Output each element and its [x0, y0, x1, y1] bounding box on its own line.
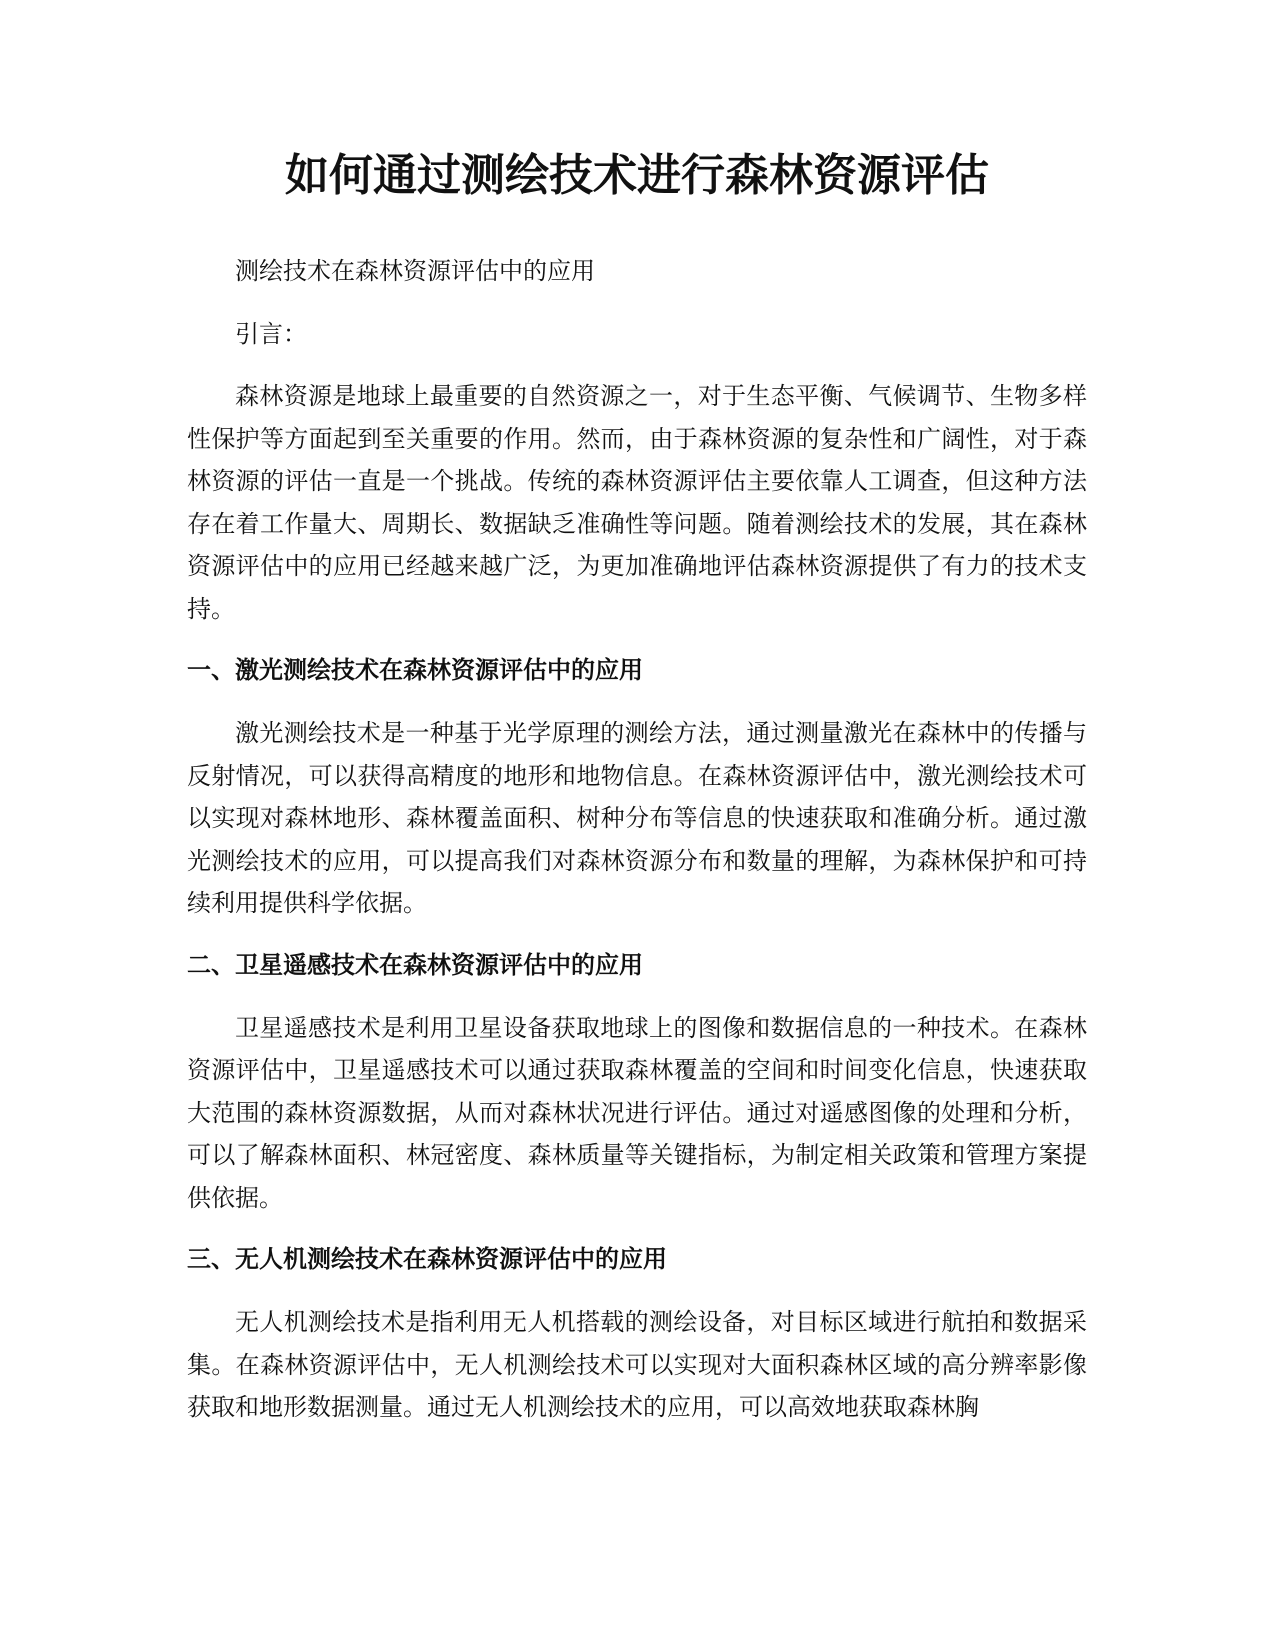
section-paragraph-satellite: 卫星遥感技术是利用卫星设备获取地球上的图像和数据信息的一种技术。在森林资源评估中，卫星遥感技术可以通过获取森林覆盖的空间和时间变化信息，快速获取大范围的森林资源数据，从而对森林状况进行评估。通过对遥感图像的处理和分析，可以了解森林面积、林冠密度、森林质量等关键指标，为制定相关政策和管理方案提供依据。 — [187, 1013, 1087, 1212]
intro-paragraph: 森林资源是地球上最重要的自然资源之一，对于生态平衡、气候调节、生物多样性保护等方面起到至关重要的作用。然而，由于森林资源的复杂性和广阔性，对于森林资源的评估一直是一个挑战。传统的森林资源评估主要依靠人工调查，但这种方法存在着工作量大、周期长、数据缺乏准确性等问题。随着测绘技术的发展，其在森林资源评估中的应用已经越来越广泛，为更加准确地评估森林资源提供了有力的技术支持。 — [187, 382, 1087, 623]
section-heading-drone: 三、无人机测绘技术在森林资源评估中的应用 — [187, 1245, 667, 1273]
document-title: 如何通过测绘技术进行森林资源评估 — [285, 150, 989, 201]
section-paragraph-laser: 激光测绘技术是一种基于光学原理的测绘方法，通过测量激光在森林中的传播与反射情况，可以获得高精度的地形和地物信息。在森林资源评估中，激光测绘技术可以实现对森林地形、森林覆盖面积、树种分布等信息的快速获取和准确分析。通过激光测绘技术的应用，可以提高我们对森林资源分布和数量的理解，为森林保护和可持续利用提供科学依据。 — [187, 719, 1087, 917]
document-body — [187, 140, 1087, 1449]
section-heading-satellite: 二、卫星遥感技术在森林资源评估中的应用 — [187, 950, 643, 979]
section-paragraph-drone: 无人机测绘技术是指利用无人机搭载的测绘设备，对目标区域进行航拍和数据采集。在森林资源评估中，无人机测绘技术可以实现对大面积森林区域的高分辨率影像获取和地形数据测量。通过无人机测绘技术的应用，可以高效地获取森林胸 — [187, 1308, 1087, 1421]
section-heading-laser: 一、激光测绘技术在森林资源评估中的应用 — [187, 656, 643, 684]
intro-label: 引言： — [235, 319, 307, 348]
document-subtitle: 测绘技术在森林资源评估中的应用 — [235, 257, 595, 285]
